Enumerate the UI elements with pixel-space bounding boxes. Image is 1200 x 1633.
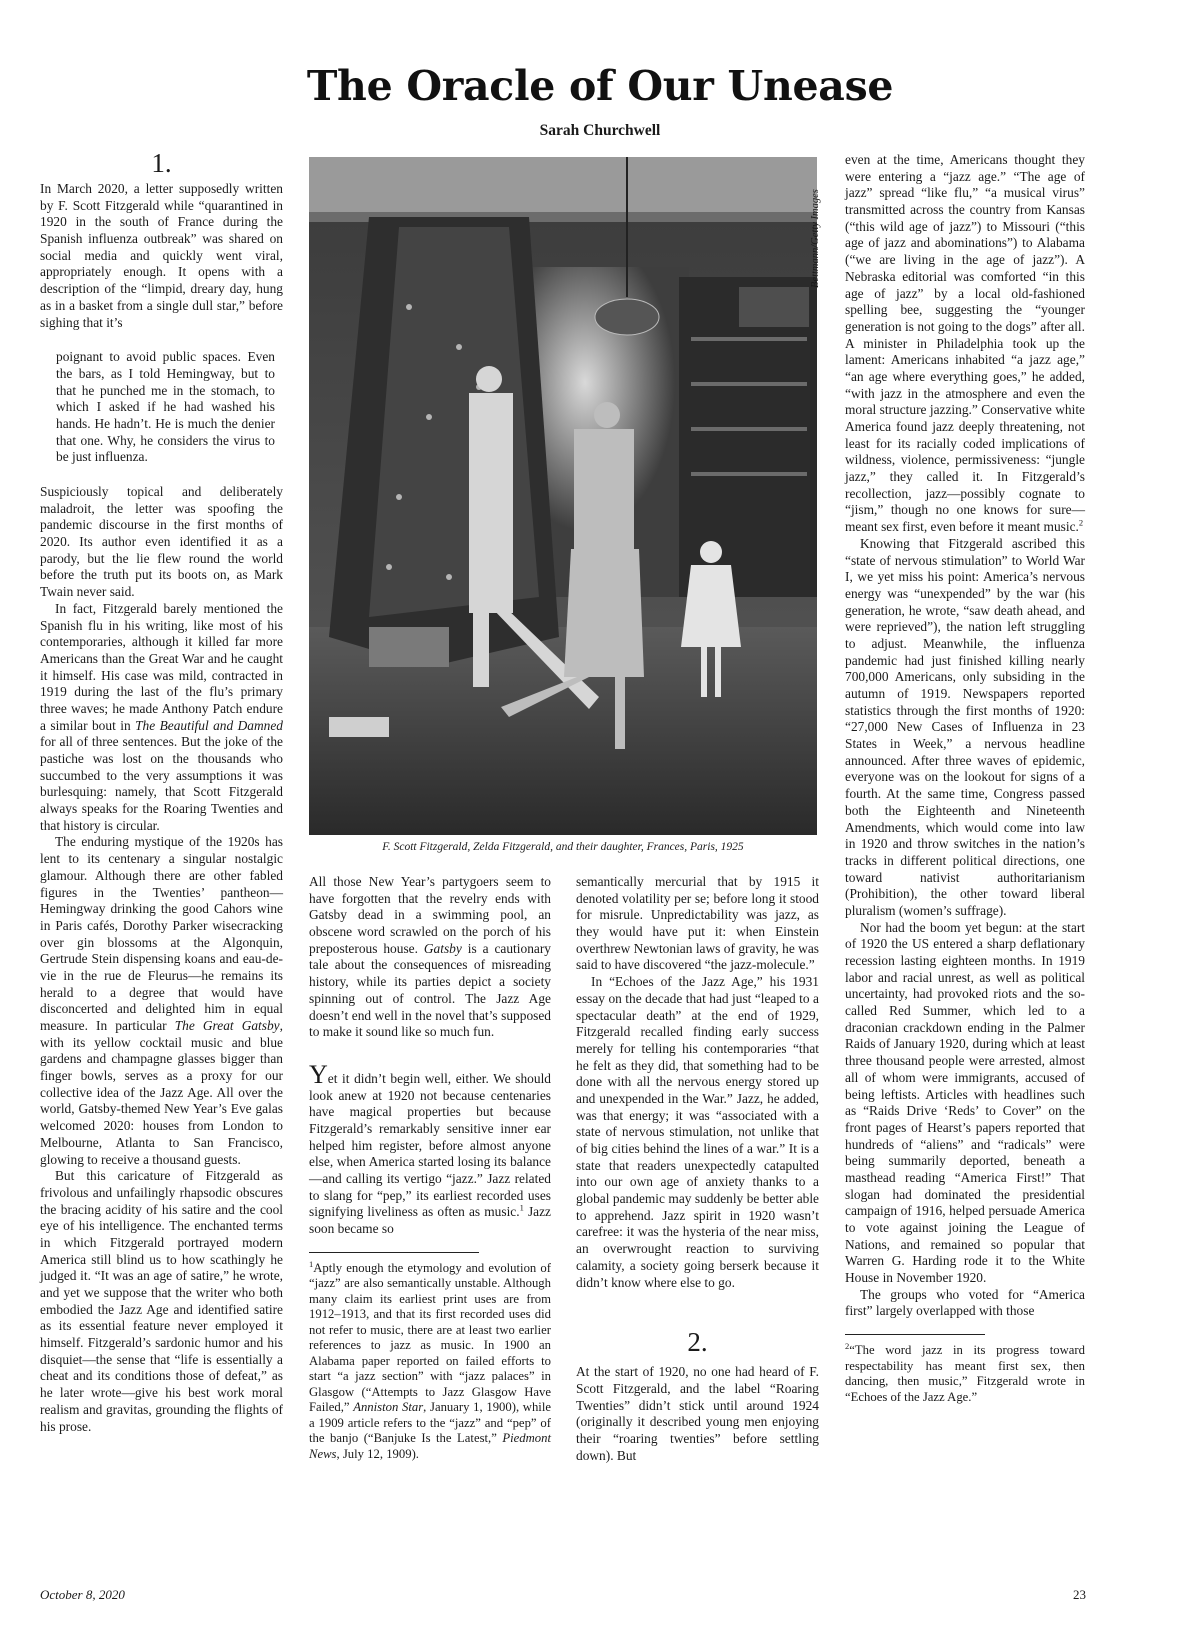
footnote-rule [845, 1334, 985, 1335]
issue-date: October 8, 2020 [40, 1587, 125, 1602]
column-1 [40, 150, 283, 1435]
paragraph: In “Echoes of the Jazz Age,” his 1931 essay on the decade that had just “leaped to a spectacular death” at the end of 1929, Fitzgerald recalled finding early success merely for telling his contemporaries “that he felt as they did, that something had to be done with all the nervous energy stored up and unexpended in the War.” Jazz, he added, was that energy; it was “associated with a state of nervous stimulation, not unlike that of big cities behind the lines of a war.” It is a state that readers unexpectedly catapulted into our own age of anxiety thanks to a global pandemic may suddenly be better able to apprehend. Jazz spirit in 1920 wasn’t carefree: it was the hysteria of the near miss, an overwrought reaction to surviving calamity, a society going berserk because it didn’t know where else to go. [576, 974, 819, 1290]
paragraph: Yet it didn’t begin well, either. We should look anew at 1920 not because centenaries have magical properties but because Fitzgerald’s remarkably sensitive inner ear helped him register, before almost anyone else, when America started losing its balance—and calling its vertigo “jazz.” Jazz related to slang for “pep,” its earliest recorded uses signifying liveliness as often as music.$^1$ Jazz soon became so [309, 1059, 551, 1237]
family-christmas-photo [309, 157, 817, 835]
section-number-1: 1. [151, 148, 172, 178]
paragraph: Suspiciously topical and deliberately maladroit, the letter was spoofing the pandemic discourse in the first months of 2020. Its author even identified it as a parody, but the lie flew round the world before the truth put its boots on, as Mark Twain never said. [40, 484, 283, 600]
book-title: The Great Gatsby [174, 1018, 280, 1033]
page-number: 23 [1073, 1587, 1086, 1602]
footnote: $^1$Aptly enough the etymology and evolution of “jazz” are also semantically unstable. Although many claim its earliest print uses are from 1912–1913, and that its first recorded uses did not refer to music, there are at least two earlier references to jazz as music. In 1900 an Alabama paper reported on failed efforts to start “a jazz section” with “jazz palaces” in Glasgow (“Attempts to Jazz Glasgow Have Failed,” Anniston Star, January 1, 1900), while a 1909 article refers to the “jazz” and “pep” of the banjo (“Banjuke Is the Latest,” Piedmont News, July 12, 1909). [309, 1258, 551, 1461]
footnote: $^2$“The word jazz in its progress toward respectability has meant first sex, then dancing, then music,” Fitzgerald wrote in “Echoes of the Jazz Age.” [845, 1340, 1085, 1404]
footnote-rule [309, 1252, 479, 1253]
book-title: The Beautiful and Damned [135, 717, 283, 733]
paragraph: At the start of 1920, no one had heard of F. Scott Fitzgerald, and the label “Roaring Twenties” didn’t stick until around 1924 (originally it described young men enjoying their “roaring twenties” before settling down). But [576, 1364, 819, 1463]
paragraph: The enduring mystique of the 1920s has lent to its centenary a singular nostalgic glamour. Although there are other fabled figures in the Twenties’ pantheon—Hemingway drinking the good Cahors wine in Paris cafés, Dorothy Parker wisecracking over gin blossoms at the Algonquin, Gertrude Stein dispensing koans and eau-de-vie in the rue de Fleurus—he remains its herald to a degree that would have disconcerted and delighted him in equal measure. In particular The Great Gatsby, with its yellow cocktail music and blue gardens and champagne glasses bigger than finger bowls, serves as a proxy for our collective idea of the Jazz Age. All over the world, Gatsby-themed New Year’s Eve galas welcomed 2020: houses from London to Melbourne, Atlanta to San Francisco, glowing to receive a thousand guests. [40, 834, 283, 1167]
footnote-ref: 2 [1078, 517, 1084, 528]
paragraph: The groups who voted for “America first” largely overlapped with those [845, 1286, 1085, 1319]
column-4 [845, 152, 1085, 1405]
paragraph: In fact, Fitzgerald barely mentioned the Spanish flu in his writing, like most of his contemporaries, although it killed far more Americans than the Great War and he caught it himself. His case was mild, contracted in 1919 during the last of the flu’s primary three waves; he made Anthony Patch endure a similar bout in The Beautiful and Damned for all of three sentences. But the joke of the pastiche was lost on the thousands who succumbed to the very assumptions it was burlesquing: namely, that Scott Fitzgerald always speaks for the Roaring Twenties and that history is circular. [40, 600, 283, 833]
column-3 [576, 874, 819, 1464]
photo-credit: Bettmann/Getty Images [810, 189, 821, 288]
article-title: The Oracle of Our Unease [306, 62, 894, 110]
section-number-2: 2. [687, 1327, 708, 1358]
author-byline: Sarah Churchwell [539, 122, 661, 139]
paragraph: But this caricature of Fitzgerald as frivolous and unfailingly rhapsodic obscures the bracing acidity of his satire and the cool eye of his intelligence. The enchanted terms in which Fitzgerald portrayed modern America still blind us to how scathingly he judged it. “It was an age of satire,” he wrote, and yet we suppose that the writer who both embodied the Jazz Age and identified satire as its essential feature never employed it himself. Fitzgerald’s sardonic humor and his disquiet—the sense that “life is essentially a cheat and its conditions those of defeat,” as he later wrote—give his best work moral realism and gravitas, grounding the flights of his prose. [40, 1168, 283, 1434]
paragraph: In March 2020, a letter supposedly written by F. Scott Fitzgerald while “quarantined in 1920 in the south of France during the Spanish influenza outbreak” was shared on social media and quickly went viral, appropriately enough. It opens with a description of the “limpid, dreary day, hung as in a basket from a single dull star,” before sighing that it’s [40, 181, 283, 330]
paragraph: even at the time, Americans thought they were entering a “jazz age.” “The age of jazz” spread “like flu,” “a musical virus” transmitted across the country from Kansas (“this wild age of jazz”) to Missouri (“this age of jazz and abominations”) to Alabama (“we are living in the age of jazz”). A Nebraska editorial was comforted “in this age of jazz” by a local old-fashioned spelling bee, suggesting the “younger generation is not going to the dogs” after all. A minister in Philadelphia took up the lament: Americans inhabited “a jazz age,” “an age where everything goes,” he added, “with jazz in the atmosphere and even the moral structure jazzing.” Conservative white America found jazz deeply threatening, not least for its racially coded implications of wildness, violence, permissiveness: “jungle jazz,” they called it. In Fitzgerald’s recollection, jazz—possibly cognate to “jism,” though no one knows for sure—meant sex first, even before it meant music.$^2$ [845, 152, 1085, 535]
photo-caption: F. Scott Fitzgerald, Zelda Fitzgerald, and their daughter, Frances, Paris, 1925 [382, 841, 744, 853]
paragraph: All those New Year’s partygoers seem to have forgotten that the revelry ends with Gatsby dead in a swimming pool, an obscene word scrawled on the porch of his preposterous house. Gatsby is a cautionary tale about the consequences of misreading history, while its parties depict a society spinning out of control. The Jazz Age doesn’t end well in the novel that’s supposed to make it sound like so much fun. [309, 874, 551, 1040]
block-quote: poignant to avoid public spaces. Even the bars, as I told Hemingway, but to that he punched me in the stomach, to which I asked if he had washed his hands. He hadn’t. He is much the denier that one. Why, he considers the virus to be just influenza. [56, 349, 275, 465]
paragraph: semantically mercurial that by 1915 it denoted volatility per se; before long it stood for misrule. Unpredictability was jazz, as they would have put it: when Einstein overthrew Newtonian laws of gravity, he was said to have discovered “the jazz-molecule.” [576, 874, 819, 973]
column-2 [309, 874, 551, 1462]
photo [309, 157, 817, 835]
paragraph: Nor had the boom yet begun: at the start of 1920 the US entered a sharp deflationary recession lasting eighteen months. In 1919 labor and racial unrest, as well as political uncertainty, had provoked riots and the so-called Red Summer, which led to a draconian crackdown ending in the Palmer Raids of January 1920, during which at least three thousand people were arrested, almost all of whom were immigrants, accused of being leftists. Articles with headlines such as “Raids Drive ‘Reds’ to Cover” on the front pages of Hearst’s papers reported that hundreds of “aliens” and “radicals” were being summarily deported, beneath a masthead reading “America First!” That slogan had dominated the presidential campaign of 1916, helped persuade America to vote against joining the League of Nations, and remained so popular that Warren G. Harding rode it to the White House in November 1920. [845, 919, 1085, 1286]
book-title: Gatsby [423, 940, 462, 956]
paragraph: Knowing that Fitzgerald ascribed this “state of nervous stimulation” to World War I, we yet miss his point: America’s nervous energy was “unexpended” by the war (his generation, he wrote, “saw death ahead, and were reprieved”), the nation left struggling to adjust. Meanwhile, the influenza pandemic had just finished killing nearly 700,000 Americans, only subsiding in the autumn of 1919. Newspapers reported statistics through the first months of 1920: “27,000 New Cases of Influenza in 23 States in Week,” a nervous headline announced. After three waves of epidemic, everyone was on the lookout for signs of a fourth. At the same time, Congress passed both the Eighteenth and Nineteenth Amendments, which would come into law in 1920 and throw switches in the nation’s tracks in different political directions, one toward nativist authoritarianism (Prohibition), the other toward liberal pluralism (women’s suffrage). [845, 535, 1085, 918]
footnote-ref: 1 [519, 1202, 524, 1213]
initial-letter: Y [309, 1059, 328, 1089]
